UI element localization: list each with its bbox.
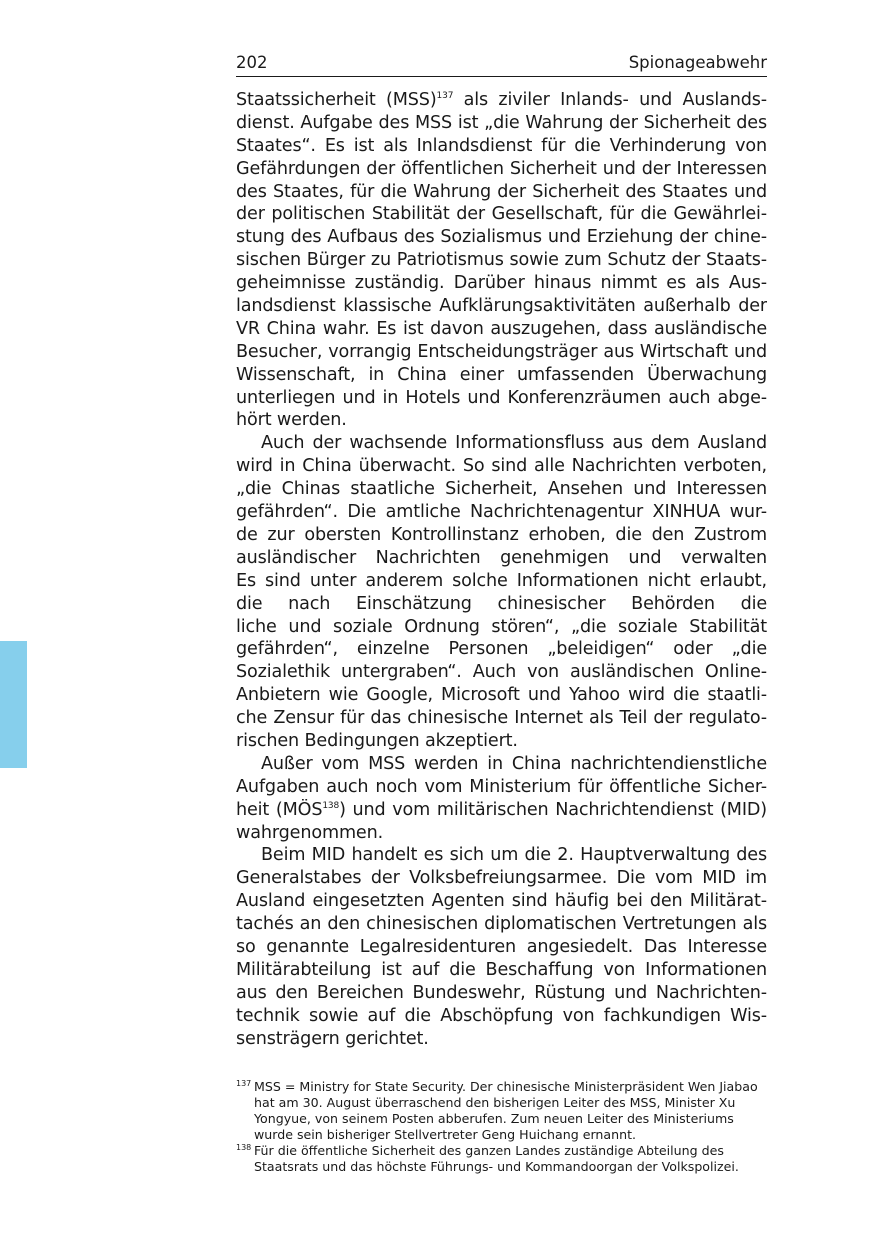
footnote-ref-137[interactable]: 137 [436, 91, 454, 101]
body-line: unterliegen und in Hotels und Konferenzräumen auch abge- [236, 387, 767, 408]
body-line: „die Chinas staatliche Sicherheit, Ansehen und Interessen [236, 479, 767, 500]
body-line: Generalstabes der Volksbefreiungsarmee. Die vom MID im [236, 868, 767, 889]
body-line: Anbietern wie Google, Microsoft und Yahoo wird die staatli- [236, 685, 767, 706]
body-line: Auch der wachsende Informationsfluss aus dem Ausland [261, 433, 767, 454]
body-line: rischen Bedingungen akzeptiert. [236, 730, 518, 751]
chapter-tab-marker [0, 641, 27, 768]
footnote-number: 137 [236, 1079, 252, 1088]
body-line: che Zensur für das chinesische Internet als Teil der regulato- [236, 708, 767, 729]
footnote-line: Staatsrats und das höchste Führungs- und Kommandoorgan der Volkspolizei. [254, 1159, 739, 1174]
body-line: so genannte Legalresidenturen angesiedelt. Das Interesse [236, 937, 767, 957]
body-line: geheimnisse zuständig. Darüber hinaus nimmt es als Aus- [236, 273, 767, 294]
body-line: Außer vom MSS werden in China nachrichtendienstliche [261, 753, 767, 774]
footnote-number: 138 [236, 1143, 252, 1152]
running-title: Spionageabwehr [628, 53, 767, 72]
body-line: tachés an den chinesischen diplomatischen Vertretungen als [236, 914, 767, 935]
footnotes [236, 1079, 767, 1175]
body-line: liche und soziale Ordnung stören“, „die soziale Stabilität [236, 616, 767, 637]
body-line: Staatssicherheit (MSS)$^{137}$ als ziviler Inlands- und Auslands- [236, 90, 767, 110]
body-line: technik sowie auf die Abschöpfung von fachkundigen Wis- [236, 1005, 767, 1026]
body-line: Sozialethik untergraben“. Auch von ausländischen Online- [236, 662, 767, 683]
body-line: de zur obersten Kontrollinstanz erhoben, die den Zustrom [236, 524, 767, 545]
body-line: heit (MÖS$^{138}$) und vom militärischen Nachrichtendienst (MID) [236, 799, 767, 820]
page-number: 202 [236, 53, 268, 72]
footnote-line: 137 MSS = Ministry for State Security. Der chinesische Ministerpräsident Wen Jiabao [236, 1079, 758, 1094]
body-line: Ausland eingesetzten Agenten sind häufig bei den Militärat- [236, 891, 767, 912]
body-line: hört werden. [236, 410, 347, 431]
body-line: aus den Bereichen Bundeswehr, Rüstung und Nachrichten- [236, 982, 767, 1003]
running-header [236, 52, 767, 77]
body-line: Militärabteilung ist auf die Beschaffung von Informationen [236, 959, 767, 980]
footnote-137 [236, 1079, 767, 1143]
body-text [236, 89, 767, 1050]
body-line: der politischen Stabilität der Gesellschaft, für die Gewährlei- [236, 204, 767, 225]
body-line: wahrgenommen. [236, 822, 384, 843]
body-line: Beim MID handelt es sich um die 2. Hauptverwaltung des [261, 845, 767, 866]
body-line: landsdienst klassische Aufklärungsaktivitäten außerhalb der [236, 296, 767, 317]
body-line: Wissenschaft, in China einer umfassenden Überwachung [236, 364, 767, 385]
footnote-138 [236, 1143, 767, 1175]
body-line: gefährden“, einzelne Personen „beleidigen“ oder „die [236, 639, 767, 660]
footnote-line: Yongyue, von seinem Posten abberufen. Zum neuen Leiter des Ministeriums [254, 1111, 734, 1126]
body-line: gefährden“. Die amtliche Nachrichtenagentur XINHUA wur- [236, 502, 767, 523]
body-line: wird in China überwacht. So sind alle Nachrichten verboten, [236, 456, 767, 477]
body-line: Besucher, vorrangig Entscheidungsträger aus Wirtschaft und [236, 341, 767, 362]
body-line: des Staates, für die Wahrung der Sicherheit des Staates und [236, 181, 767, 202]
footnote-line: 138 Für die öffentliche Sicherheit des ganzen Landes zuständige Abteilung des [236, 1143, 724, 1158]
body-line: stung des Aufbaus des Sozialismus und Erziehung der chine- [236, 227, 767, 248]
footnote-ref-138[interactable]: 138 [322, 800, 340, 811]
body-line: VR China wahr. Es ist davon auszugehen, dass ausländische [236, 318, 767, 339]
body-line: die nach Einschätzung chinesischer Behörden die [236, 593, 767, 614]
body-line: Staates“. Es ist als Inlandsdienst für die Verhinderung von [236, 135, 767, 156]
body-line: dienst. Aufgabe des MSS ist „die Wahrung der Sicherheit des [236, 112, 767, 133]
body-line: sischen Bürger zu Patriotismus sowie zum Schutz der Staats- [236, 250, 767, 271]
body-line: ausländischer Nachrichten genehmigen und verwalten [236, 547, 767, 568]
footnote-line: wurde sein bisheriger Stellvertreter Geng Huichang ernannt. [254, 1127, 637, 1142]
body-line: Es sind unter anderem solche Informationen nicht erlaubt, [236, 570, 767, 591]
body-line: Gefährdungen der öffentlichen Sicherheit und der Interessen [236, 158, 767, 179]
footnote-line: hat am 30. August überraschend den bisherigen Leiter des MSS, Minister Xu [254, 1095, 736, 1110]
body-line: sensträgern gerichtet. [236, 1028, 429, 1049]
body-line: Aufgaben auch noch vom Ministerium für öffentliche Sicher- [236, 776, 767, 797]
